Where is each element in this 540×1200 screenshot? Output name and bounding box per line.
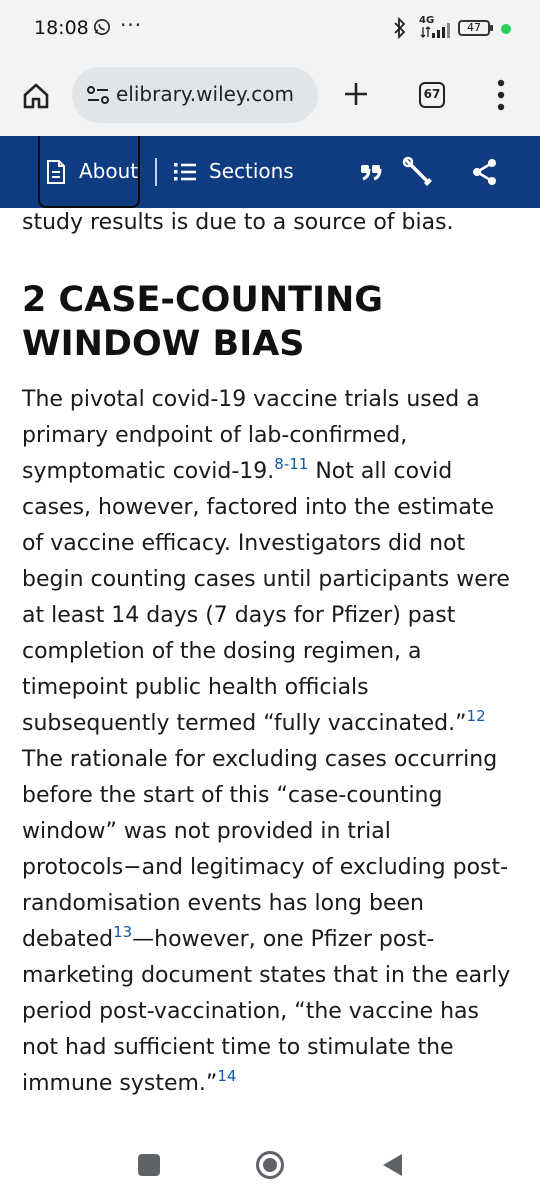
more-notifications-icon: ··· xyxy=(120,13,143,37)
paragraph-line: before the start of this “case-counting xyxy=(22,783,443,808)
paragraph-line: marketing document states that in the early xyxy=(22,963,511,988)
document-icon xyxy=(46,159,66,185)
paragraph-line: timepoint public health officials xyxy=(22,675,369,700)
reference-link-8-11[interactable]: 8-11 xyxy=(274,455,309,473)
section-paragraph xyxy=(22,382,522,1102)
list-icon[interactable] xyxy=(174,162,196,182)
home-button-icon[interactable] xyxy=(255,1150,285,1180)
share-icon[interactable] xyxy=(472,158,498,186)
signal-strength-icon xyxy=(420,21,454,39)
paragraph-line: begin counting cases until participants were xyxy=(22,567,510,592)
paragraph-line xyxy=(22,922,522,958)
paragraph-text: Not all covid xyxy=(308,459,453,484)
privacy-indicator-dot xyxy=(501,24,511,34)
section-heading xyxy=(22,278,522,366)
status-bar xyxy=(0,0,540,58)
address-bar[interactable] xyxy=(72,67,318,123)
paragraph-line: period post-vaccination, “the vaccine has xyxy=(22,999,479,1024)
paragraph-line: randomisation events has long been xyxy=(22,891,424,916)
section-heading-line-1: 2 CASE-COUNTING xyxy=(22,280,384,320)
paragraph-line: protocols−and legitimacy of excluding post- xyxy=(22,855,509,880)
whatsapp-icon xyxy=(93,18,111,36)
recents-button[interactable] xyxy=(138,1154,160,1176)
paragraph-line: not had sufficient time to stimulate the xyxy=(22,1035,454,1060)
browser-toolbar xyxy=(0,58,540,136)
nav-divider xyxy=(155,158,157,186)
about-label: About xyxy=(79,159,139,183)
site-settings-icon[interactable] xyxy=(86,85,110,105)
paragraph-line: cases, however, factored into the estimate xyxy=(22,495,495,520)
paragraph-line: completion of the dosing regimen, a xyxy=(22,639,422,664)
system-navigation-bar xyxy=(0,1128,540,1200)
section-heading-line-2: WINDOW BIAS xyxy=(22,324,305,364)
cite-quote-icon[interactable] xyxy=(360,163,382,181)
paragraph-text: debated xyxy=(22,927,114,952)
tools-wrench-icon[interactable] xyxy=(402,156,434,188)
paragraph-line: The rationale for excluding cases occurring xyxy=(22,747,498,772)
battery-indicator: 47 xyxy=(458,20,490,36)
network-type-label: 4G xyxy=(419,15,435,26)
paragraph-text: symptomatic covid-19. xyxy=(22,459,275,484)
article-nav-bar xyxy=(0,136,540,208)
paragraph-text: immune system.” xyxy=(22,1071,218,1096)
paragraph-text: —however, one Pfizer post- xyxy=(132,927,435,952)
reference-link-14[interactable]: 14 xyxy=(217,1067,237,1085)
paragraph-line xyxy=(22,454,522,490)
home-icon[interactable] xyxy=(22,82,50,110)
paragraph-line xyxy=(22,706,522,742)
paragraph-text: subsequently termed “fully vaccinated.” xyxy=(22,711,467,736)
browser-menu-icon[interactable] xyxy=(497,79,505,111)
paragraph-line: primary endpoint of lab-confirmed, xyxy=(22,423,408,448)
bluetooth-icon xyxy=(393,17,407,39)
paragraph-line: The pivotal covid-19 vaccine trials used a xyxy=(22,387,480,412)
sections-tab[interactable]: Sections xyxy=(209,159,294,183)
status-time: 18:08 xyxy=(34,17,89,39)
paragraph-line: of vaccine efficacy. Investigators did not xyxy=(22,531,466,556)
previous-paragraph-tail: study results is due to a source of bias. xyxy=(22,210,454,235)
new-tab-icon[interactable] xyxy=(342,80,370,108)
reference-link-13[interactable]: 13 xyxy=(113,923,133,941)
back-button-icon[interactable] xyxy=(381,1152,403,1178)
reference-link-12[interactable]: 12 xyxy=(466,707,486,725)
about-tab[interactable] xyxy=(38,136,140,208)
article-content xyxy=(22,208,522,1102)
paragraph-line: at least 14 days (7 days for Pfizer) past xyxy=(22,603,456,628)
tab-switcher-button[interactable]: 67 xyxy=(419,82,445,108)
paragraph-line: window” was not provided in trial xyxy=(22,819,391,844)
paragraph-line xyxy=(22,1066,522,1102)
url-text[interactable]: elibrary.wiley.com xyxy=(116,82,294,106)
